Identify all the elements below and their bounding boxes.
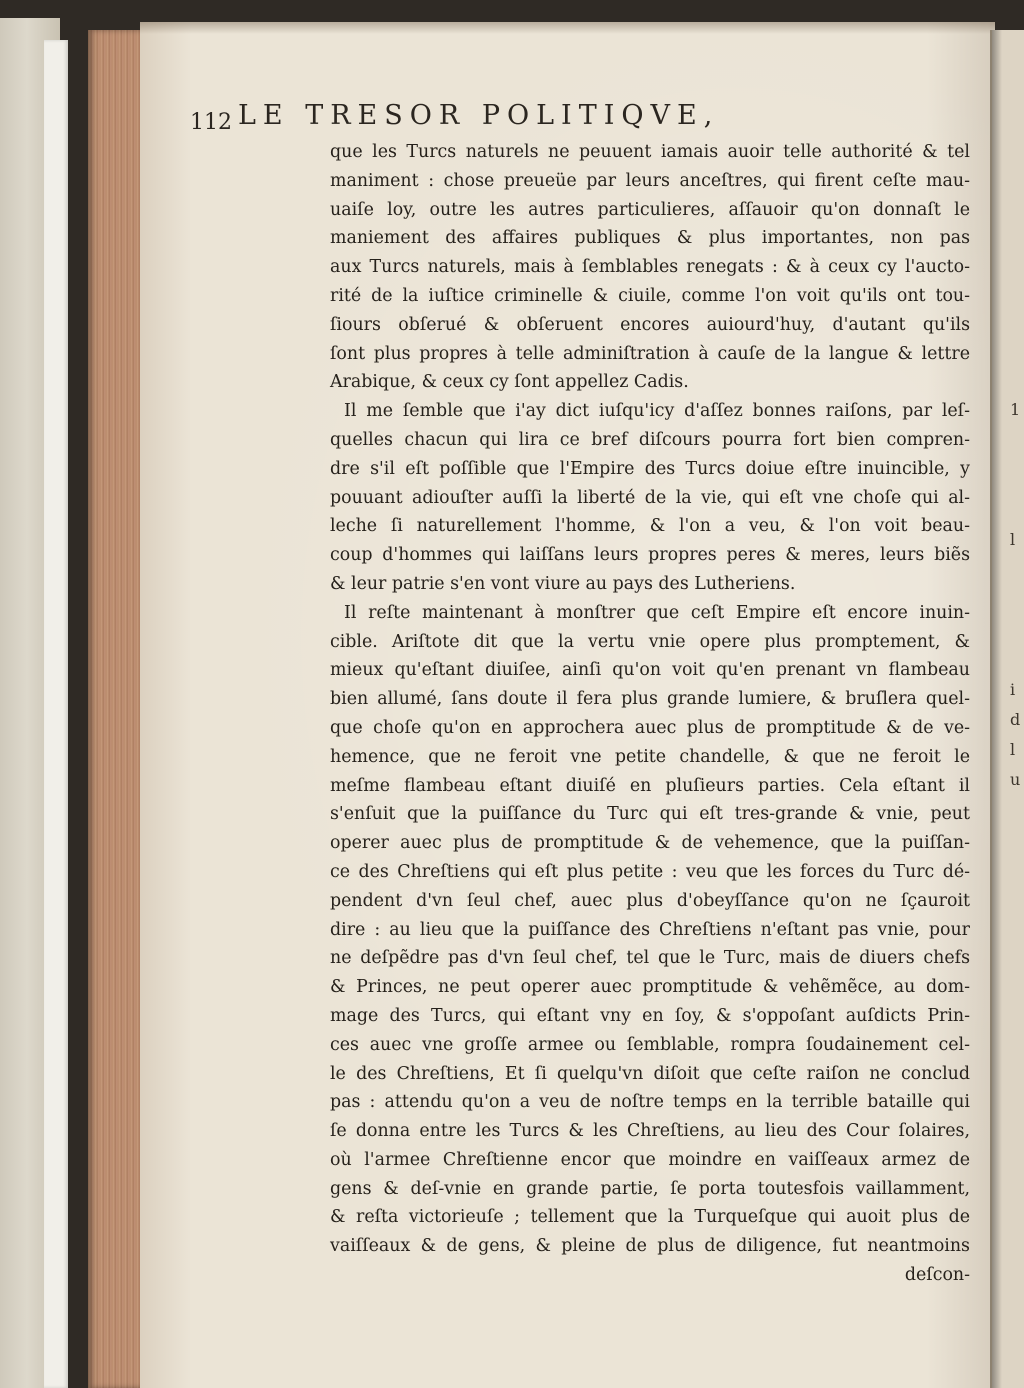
text-line: quelles chacun qui lira ce bref diſcours pourra fort bien compren- xyxy=(330,429,970,450)
page-fore-edge xyxy=(88,30,146,1388)
text-line: ſe donna entre les Turcs & les Chreſtiens, au lieu des Cour ſolaires, xyxy=(330,1121,970,1142)
text-line: dre s'il eſt poſſible que l'Empire des Turcs doiue eſtre inuincible, y xyxy=(330,458,970,479)
facing-page-sliver xyxy=(990,30,1024,1388)
text-line: mage des Turcs, qui eſtant vny en ſoy, & s'oppoſant auſdicts Prin- xyxy=(330,1005,970,1026)
text-line: meſme flambeau eſtant diuiſé en pluſieurs parties. Cela eſtant il xyxy=(330,775,970,796)
text-line: operer auec plus de promptitude & de vehemence, que la puiſſan- xyxy=(330,833,970,854)
text-line: leche ſi naturellement l'homme, & l'on a veu, & l'on voit beau- xyxy=(330,516,970,537)
text-line: Il me ſemble que i'ay dict iuſqu'icy d'aſſez bonnes raiſons, par leſ- xyxy=(344,401,970,422)
text-line: où l'armee Chreſtienne encor que moindre en vaiſſeaux armez de xyxy=(330,1149,970,1170)
text-line: pouuant adiouſter auſſi la liberté de la vie, qui eſt vne choſe qui al- xyxy=(330,487,970,508)
facing-page-mark: d xyxy=(1010,710,1021,729)
text-line: ſont plus propres à telle adminiſtration à cauſe de la langue & lettre xyxy=(330,343,970,364)
text-line: maniment : chose preueüe par leurs anceſtres, qui firent ceſte mau- xyxy=(330,170,970,191)
text-line: & Princes, ne peut operer auec promptitude & vehẽmẽce, au dom- xyxy=(330,977,970,998)
catchword: deſcon- xyxy=(904,1265,970,1286)
facing-page-mark: 1 xyxy=(1010,400,1021,419)
text-line: pas : attendu qu'on a veu de noſtre temps en la terrible bataille qui xyxy=(330,1092,970,1113)
text-line: que les Turcs naturels ne peuuent iamais auoir telle authorité & tel xyxy=(330,142,970,162)
page-number: 112 xyxy=(190,110,232,135)
text-line: ces auec vne groſſe armee ou ſemblable, rompra ſoudainement cel- xyxy=(330,1034,970,1055)
text-line: s'enſuit que la puiſſance du Turc qui eſt tres-grande & vnie, peut xyxy=(330,804,970,825)
text-line: mieux qu'eſtant diuiſee, ainſi qu'on voit qu'en prenant vn flambeau xyxy=(330,660,970,681)
text-line: bien allumé, ſans doute il fera plus grande lumiere, & bruſlera quel- xyxy=(330,689,970,710)
gutter-shadow xyxy=(992,30,1002,1388)
text-line: pendent d'vn ſeul chef, auec plus d'obeyſſance qu'on ne ſçauroit xyxy=(330,890,970,911)
text-line: maniement des affaires publiques & plus importantes, non pas xyxy=(330,228,970,249)
text-line: & reſta victorieuſe ; tellement que la Turqueſque qui auoit plus de xyxy=(330,1207,970,1228)
text-line: uaiſe loy, outre les autres particulieres, aſſauoir qu'on donnaſt le xyxy=(330,199,970,220)
text-line: gens & deſ-vnie en grande partie, ſe porta toutesfois vaillamment, xyxy=(330,1178,970,1199)
text-line: ce des Chreſtiens qui eſt plus petite : veu que les forces du Turc dé- xyxy=(330,861,970,882)
page-top-shadow xyxy=(140,22,995,34)
text-line: Arabique, & ceux cy ſont appellez Cadis. xyxy=(330,372,689,393)
body-text xyxy=(330,138,970,1290)
text-line: aux Turcs naturels, mais à ſemblables renegats : & à ceux cy l'aucto- xyxy=(330,257,970,278)
running-title: LE TRESOR POLITIQVE, xyxy=(238,100,720,131)
text-line: rité de la iuſtice criminelle & ciuile, comme l'on voit qu'ils ont tou- xyxy=(330,285,970,306)
facing-page-mark: l xyxy=(1010,740,1016,759)
facing-page-mark: l xyxy=(1010,530,1016,549)
text-line: hemence, que ne feroit vne petite chandelle, & que ne feroit le xyxy=(330,746,970,767)
text-line: que choſe qu'on en approchera auec plus de promptitude & de ve- xyxy=(330,717,970,738)
facing-page-mark: i xyxy=(1010,680,1016,699)
endpaper-edge xyxy=(44,40,68,1388)
text-line: dire : au lieu que la puiſſance des Chreſtiens n'eſtant pas vnie, pour xyxy=(330,919,970,940)
text-line: ne deſpẽdre pas d'vn ſeul chef, tel que le Turc, mais de diuers chefs xyxy=(330,948,970,969)
text-line: & leur patrie s'en vont viure au pays des Lutheriens. xyxy=(330,573,796,594)
text-line: vaiſſeaux & de gens, & pleine de plus de diligence, fut neantmoins xyxy=(330,1236,970,1257)
text-line: coup d'hommes qui laiſſans leurs propres peres & meres, leurs biẽs xyxy=(330,545,970,566)
text-line: le des Chreſtiens, Et ſi quelqu'vn diſoit que ceſte raiſon ne conclud xyxy=(330,1063,970,1084)
facing-page-mark: u xyxy=(1010,770,1021,789)
text-line: cible. Ariſtote dit que la vertu vnie opere plus promptement, & xyxy=(330,631,970,652)
text-line: ſiours obſerué & obſeruent encores auiourd'huy, d'autant qu'ils xyxy=(330,314,970,335)
text-line: Il reſte maintenant à monſtrer que ceſt Empire eſt encore inuin- xyxy=(344,602,970,623)
